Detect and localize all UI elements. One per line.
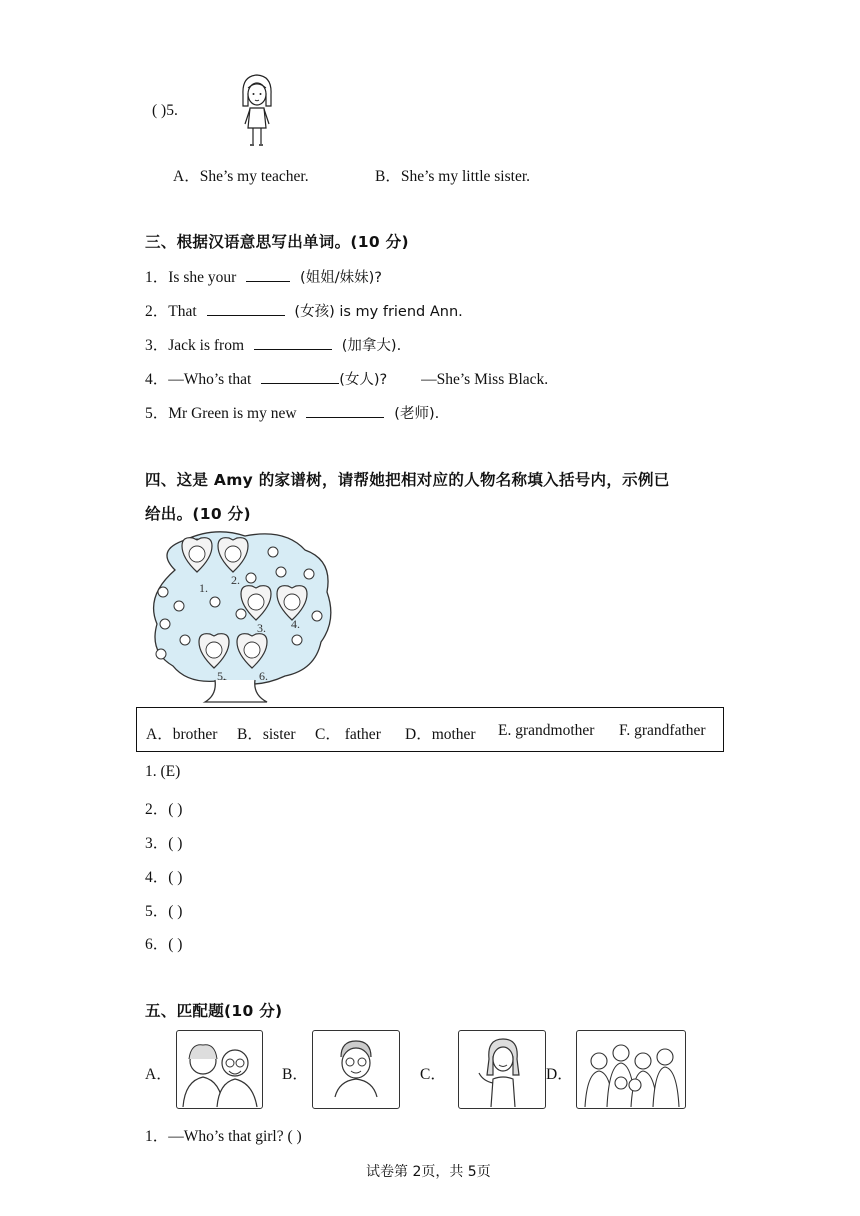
girl-illustration — [238, 72, 276, 148]
pic-label-b: B． — [282, 1066, 308, 1083]
answer-2[interactable]: 2．( ) — [145, 801, 183, 818]
options-box — [136, 707, 724, 752]
s3-item-3 — [145, 333, 401, 355]
s3-item-text: 3．Jack is from — [145, 337, 245, 354]
s3-item-2 — [145, 299, 463, 321]
s3-item-text: 1．Is she your — [145, 269, 237, 286]
section4-title-line2: 给出。(10 分) — [145, 505, 251, 523]
s3-item-hint: (老师). — [394, 406, 440, 422]
answer-4[interactable]: 4．( ) — [145, 869, 183, 886]
section5-title: 五、匹配题(10 分) — [145, 1002, 283, 1020]
s3-item-hint: (加拿大). — [341, 338, 402, 354]
option-e: E. grandmother — [498, 722, 595, 739]
s3-item-text: 2．That — [145, 303, 197, 320]
option-b: B．sister — [237, 726, 296, 743]
tree-label-2: 2. — [231, 573, 240, 587]
pic-label-c: C． — [420, 1066, 446, 1083]
option-f: F. grandfather — [619, 722, 706, 739]
answer-blank[interactable] — [254, 335, 332, 350]
page-footer: 试卷第 2页，共 5页 — [366, 1164, 491, 1180]
answer-blank[interactable] — [261, 369, 339, 384]
tree-label-3: 3. — [257, 621, 266, 635]
picture-a-grandparents — [176, 1030, 263, 1109]
s3-item-5 — [145, 401, 439, 423]
s3-item-hint: (女人)? — [339, 372, 388, 388]
family-tree-illustration — [145, 530, 337, 704]
answer-5[interactable]: 5．( ) — [145, 903, 183, 920]
option-a: A．brother — [146, 726, 218, 743]
picture-b-boy — [312, 1030, 400, 1109]
s3-item-4 — [145, 367, 548, 389]
s5-question-1: 1．—Who’s that girl? ( ) — [145, 1128, 302, 1145]
option-d: D．mother — [405, 726, 476, 743]
answer-3[interactable]: 3．( ) — [145, 835, 183, 852]
answer-blank[interactable] — [246, 267, 290, 282]
s3-item-hint: (女孩) is my friend Ann. — [294, 304, 463, 320]
pic-label-d: D． — [546, 1066, 573, 1083]
q5-option-b: B．She’s my little sister. — [375, 168, 531, 185]
s3-item-1 — [145, 265, 382, 287]
section4-title-line1: 四、这是 Amy 的家谱树，请帮她把相对应的人物名称填入括号内，示例已 — [145, 471, 670, 489]
option-c: C． father — [315, 726, 381, 743]
q5-option-a: A．She’s my teacher. — [173, 168, 309, 185]
tree-label-4: 4. — [291, 617, 300, 631]
tree-label-6: 6. — [259, 669, 268, 683]
s3-item-reply: —She’s Miss Black. — [421, 371, 549, 388]
answer-1: 1. (E) — [145, 763, 181, 780]
pic-label-a: A． — [145, 1066, 172, 1083]
s3-item-hint: (姐姐/妹妹)? — [300, 270, 382, 286]
answer-6[interactable]: 6．( ) — [145, 936, 183, 953]
tree-label-5: 5. — [217, 669, 226, 683]
answer-blank[interactable] — [306, 403, 384, 418]
picture-c-girl — [458, 1030, 546, 1109]
picture-d-family — [576, 1030, 686, 1109]
s3-item-text: 5．Mr Green is my new — [145, 405, 297, 422]
s3-item-text: 4．—Who’s that — [145, 371, 252, 388]
q5-number: ( )5. — [152, 102, 178, 119]
answer-blank[interactable] — [207, 301, 285, 316]
tree-label-1: 1. — [199, 581, 208, 595]
section3-title: 三、根据汉语意思写出单词。(10 分) — [145, 233, 409, 251]
